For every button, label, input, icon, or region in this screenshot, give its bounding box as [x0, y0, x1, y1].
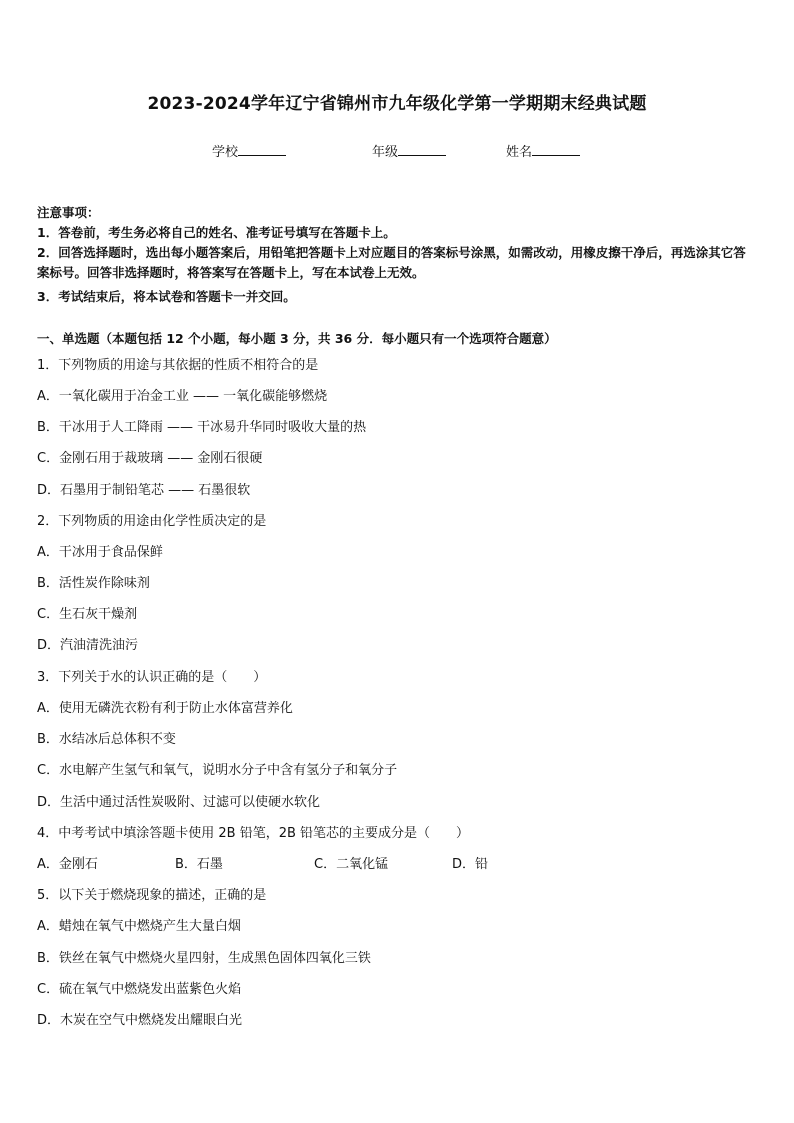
question-option: C．硫在氧气中燃烧发出蓝紫色火焰 — [37, 982, 242, 997]
question-stem: 1．下列物质的用途与其依据的性质不相符合的是 — [37, 358, 319, 373]
question-option: D．汽油清洗油污 — [37, 638, 139, 653]
page-title: 2023-2024学年辽宁省锦州市九年级化学第一学期期末经典试题 — [147, 94, 647, 114]
name-blank — [532, 143, 580, 156]
question-option: C．生石灰干燥剂 — [37, 607, 138, 622]
school-blank — [238, 143, 286, 156]
note-item: 2．回答选择题时，选出每小题答案后，用铅笔把答题卡上对应题目的答案标号涂黑，如需改动，用橡皮擦干净后，再选涂其它答案标号。回答非选择题时，将答案写在答题卡上，写在本试卷上无效。 — [37, 245, 746, 280]
question-option: A．干冰用于食品保鲜 — [37, 545, 163, 560]
question-option: C．水电解产生氢气和氧气，说明水分子中含有氢分子和氧分子 — [37, 763, 398, 778]
question-option: B．干冰用于人工降雨 —— 干冰易升华同时吸收大量的热 — [37, 420, 367, 435]
note-item: 1．答卷前，考生务必将自己的姓名、准考证号填写在答题卡上。 — [37, 225, 396, 240]
question-option: C．二氧化锰 — [314, 857, 389, 872]
question-option: B．水结冰后总体积不变 — [37, 732, 176, 747]
name-field — [506, 141, 580, 160]
question-stem: 3．下列关于水的认识正确的是（ ） — [37, 670, 267, 685]
question-stem: 2．下列物质的用途由化学性质决定的是 — [37, 514, 267, 529]
question-option: C．金刚石用于裁玻璃 —— 金刚石很硬 — [37, 451, 263, 466]
question-option: B．活性炭作除味剂 — [37, 576, 150, 591]
question-option: B．石墨 — [175, 857, 223, 872]
name-label: 姓名 — [506, 145, 533, 160]
question-option: A．使用无磷洗衣粉有利于防止水体富营养化 — [37, 701, 293, 716]
grade-label: 年级 — [372, 145, 399, 160]
question-option: D．石墨用于制铅笔芯 —— 石墨很软 — [37, 483, 251, 498]
question-option: B．铁丝在氧气中燃烧火星四射，生成黑色固体四氧化三铁 — [37, 951, 371, 966]
question-option: A．蜡烛在氧气中燃烧产生大量白烟 — [37, 919, 241, 934]
grade-field — [372, 141, 446, 160]
school-label: 学校 — [212, 145, 239, 160]
notes-heading: 注意事项： — [37, 205, 100, 220]
section-heading: 一、单选题（本题包括 12 个小题，每小题 3 分，共 36 分．每小题只有一个选项符合题意） — [37, 331, 557, 346]
question-stem: 5．以下关于燃烧现象的描述，正确的是 — [37, 888, 267, 903]
school-field — [212, 141, 286, 160]
question-option: A．一氧化碳用于冶金工业 —— 一氧化碳能够燃烧 — [37, 389, 328, 404]
question-option: D．生活中通过活性炭吸附、过滤可以使硬水软化 — [37, 795, 321, 810]
question-option: D．木炭在空气中燃烧发出耀眼白光 — [37, 1013, 243, 1028]
question-option: A．金刚石 — [37, 857, 98, 872]
grade-blank — [398, 143, 446, 156]
question-stem: 4．中考考试中填涂答题卡使用 2B 铅笔，2B 铅笔芯的主要成分是（ ） — [37, 826, 470, 841]
note-item: 3．考试结束后，将本试卷和答题卡一并交回。 — [37, 289, 296, 304]
question-option: D．铅 — [452, 857, 489, 872]
